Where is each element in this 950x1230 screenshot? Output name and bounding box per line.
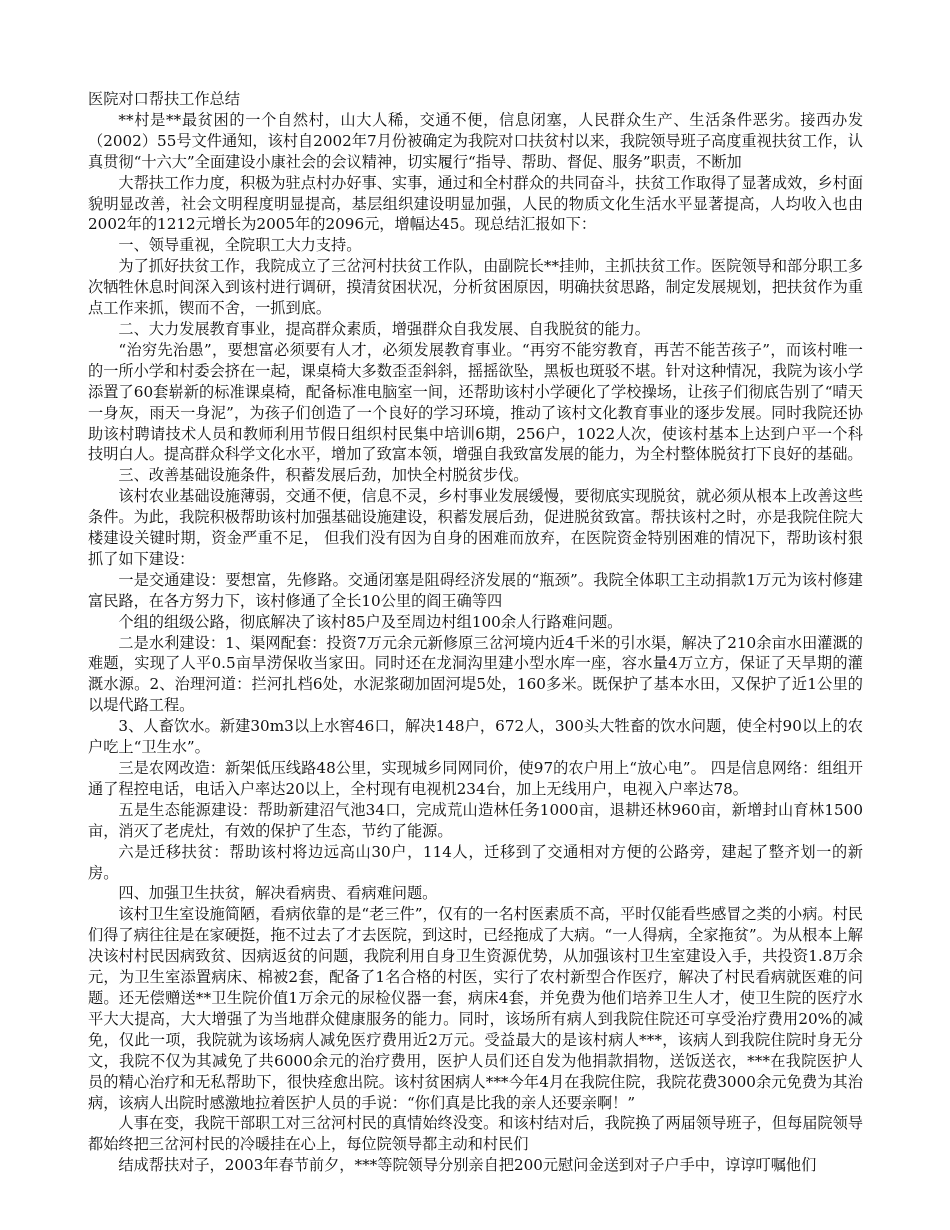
- paragraph-water: 二是水利建设：1、渠网配套：投资7万元余元新修原三岔河境内近4千米的引水渠，解决了210余亩水田灌溉的难题，实现了人平0.5亩旱涝保收当家田。同时还在龙洞沟里建小型水库一座，容水量4万立方，保证了天旱期的灌溉水源。2、治理河道：拦河扎档6处，水泥浆砌加固河堤5处，160多米。既保护了基本水田，又保护了近1公里的以堤代路工程。: [88, 633, 863, 715]
- paragraph-power-network: 三是农网改造：新架低压线路48公里，实现城乡同网同价，使97的农户用上“放心电”。 四是信息网络：组组开通了程控电话，电话入户率达20以上，全村现有电视机234台，加上无线用户，电视入户率达78。: [88, 759, 863, 798]
- paragraph-drinking-water: 3、人畜饮水。新建30m3以上水窖46口，解决148户，672人，300头大牲畜的饮水问题，使全村90以上的农户吃上“卫生水”。: [88, 717, 863, 757]
- paragraph-pairing: 结成帮扶对子，2003年春节前夕，***等院领导分别亲自把200元慰问金送到对子户手中，谆谆叮嘱他们: [118, 1156, 817, 1175]
- paragraph-transport-continued: 个组的组级公路，彻底解决了该村85户及至周边村组100余人行路难问题。: [118, 612, 623, 631]
- paragraph-section-2: “治穷先治愚”，要想富必须要有人才，必须发展教育事业。“再穷不能穷教育，再苦不能苦孩子”，而该村唯一的一所小学和村委会挤在一起，课桌椅大多数歪歪斜斜，摇摇欲坠，黑板也斑驳不堪。针对这种情况，我院为该小学添置了60套崭新的标准课桌椅，配备标准电脑室一间，还帮助该村小学硬化了学校操场，让孩子们彻底告别了“晴天一身灰，雨天一身泥”，为孩子们创造了一个良好的学习环境，推动了该村文化教育事业的逐步发展。同时我院还协助该村聘请技术人员和教师利用节假日组织村民集中培训6期，256户，1022人次，使该村基本上达到户平一个科技明白人。提高群众科学文化水平，增加了致富本领，增强自我致富发展的能力，为全村整体脱贫打下良好的基础。: [88, 340, 863, 464]
- paragraph-section-1: 为了抓好扶贫工作，我院成立了三岔河村扶贫工作队，由副院长**挂帅，主抓扶贫工作。医院领导和部分职工多次牺牲休息时间深入到该村进行调研，摸清贫困状况，分析贫困原因，明确扶贫思路，制定发展规划，把扶贫作为重点工作来抓，锲而不舍，一抓到底。: [88, 257, 863, 318]
- paragraph-ecology: 五是生态能源建设：帮助新建沼气池34口，完成荒山造林任务1000亩，退耕还林960亩，新增封山育林1500亩，消灭了老虎灶，有效的保护了生态，节约了能源。: [88, 800, 863, 840]
- paragraph-health: 该村卫生室设施简陋，看病依靠的是“老三件”，仅有的一名村医素质不高，平时仅能看些感冒之类的小病。村民们得了病往往是在家硬挺，拖不过去了才去医院，到这时，已经拖成了大病。“一人得病，全家拖贫”。为从根本上解决该村村民因病致贫、因病返贫的问题，我院利用自身卫生资源优势，从加强该村卫生室建设入手，共投资1.8万余元，为卫生室添置病床、棉被2套，配备了1名合格的村医，实行了农村新型合作医疗，解决了村民看病就医难的问题。还无偿赠送**卫生院价值1万余元的尿检仪器一套，病床4套，并免费为他们培养卫生人才，使卫生院的医疗水平大大提高，大大增强了为当地群众健康服务的能力。同时，该场所有病人到我院住院还可享受治疗费用20%的减免，仅此一项，我院就为该场病人减免医疗费用近2万元。受益最大的是该村病人***，该病人到我院住院时身无分文，我院不仅为其减免了共6000余元的治疗费用，医护人员们还自发为他捐款捐物，送饭送衣，***在我院医护人员的精心治疗和无私帮助下，很快痊愈出院。该村贫困病人***今年4月在我院住院，我院花费3000余元免费为其治病，该病人出院时感激地拉着医护人员的手说：“你们真是比我的亲人还要亲啊！”: [88, 905, 863, 1112]
- section-heading-1: 一、领导重视，全院职工大力支持。: [118, 236, 362, 255]
- paragraph-relocation: 六是迁移扶贫：帮助该村将边远高山30户，114人，迁移到了交通相对方便的公路旁，建起了整齐划一的新房。: [88, 842, 863, 882]
- section-heading-4: 四、加强卫生扶贫，解决看病贵、看病难问题。: [118, 884, 438, 903]
- document-title: 医院对口帮扶工作总结: [88, 90, 240, 108]
- section-heading-3: 三、改善基础设施条件，积蓄发展后劲，加快全村脱贫步伐。: [118, 466, 529, 485]
- paragraph-intro: **村是**最贫困的一个自然村，山大人稀，交通不便，信息闭塞，人民群众生产、生活条件恶劣。接西办发（2002）55号文件通知，该村自2002年7月份被确定为我院对口扶贫村以来，我院领导班子高度重视扶贫工作，认真贯彻“十六大”全面建设小康社会的会议精神，切实履行“指导、帮助、督促、服务”职责，不断加: [88, 110, 863, 171]
- document-body: [88, 89, 863, 1176]
- paragraph-transport: 一是交通建设：要想富，先修路。交通闭塞是阻碍经济发展的“瓶颈”。我院全体职工主动捐款1万元为该村修建富民路，在各方努力下，该村修通了全长10公里的阎王确等四: [88, 570, 863, 610]
- section-heading-2: 二、大力发展教育事业，提高群众素质，增强群众自我发展、自我脱贫的能力。: [118, 319, 650, 338]
- paragraph-leadership: 人事在变，我院干部职工对三岔河村民的真情始终没变。和该村结对后，我院换了两届领导班子，但每届院领导都始终把三岔河村民的冷暖挂在心上，每位院领导都主动和村民们: [88, 1114, 863, 1154]
- paragraph-intro-continued: 大帮扶工作力度，积极为驻点村办好事、实事，通过和全村群众的共同奋斗，扶贫工作取得了显著成效，乡村面貌明显改善，社会文明程度明显提高，基层组织建设明显加强，人民的物质文化生活水平显著提高，人均收入也由2002年的1212元增长为2005年的2096元，增幅达45。现总结汇报如下：: [88, 173, 863, 234]
- paragraph-section-3: 该村农业基础设施薄弱，交通不便，信息不灵，乡村事业发展缓慢，要彻底实现脱贫，就必须从根本上改善这些条件。为此，我院积极帮助该村加强基础设施建设，积蓄发展后劲，促进脱贫致富。帮扶该村之时，亦是我院住院大楼建设关键时期，资金严重不足， 但我们没有因为自身的困难而放弃，在医院资金特别困难的情况下，帮助该村狠抓了如下建设：: [88, 487, 863, 568]
